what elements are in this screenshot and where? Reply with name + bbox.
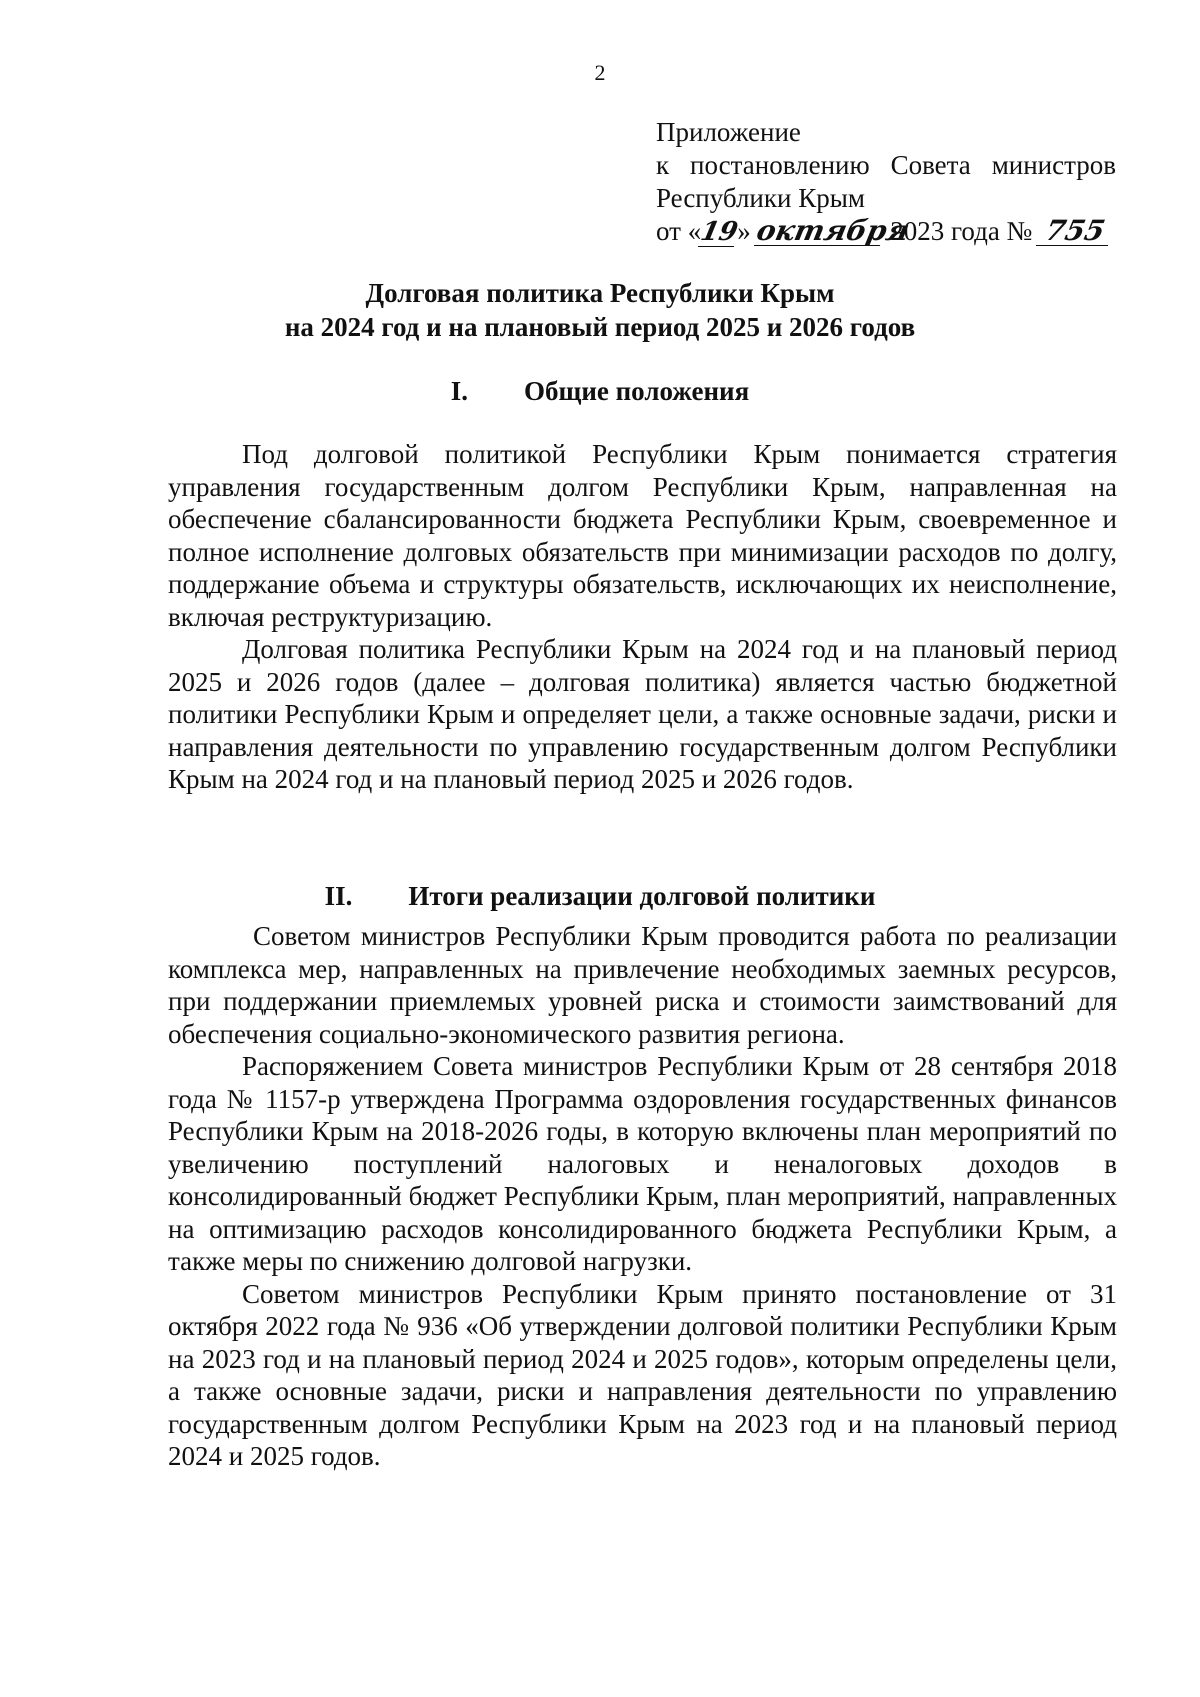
section-1-body [168, 438, 1117, 796]
page-number: 2 [594, 60, 606, 85]
appendix-date-line [656, 215, 1116, 248]
appendix-line-2: к постановлению Совета министров [656, 150, 1116, 180]
section-2-title: Итоги реализации долговой политики [408, 881, 876, 911]
section-1-paragraph-1: Под долговой политикой Республики Крым понимается стратегия управления государственным долгом Республики Крым, направленная на обеспечение сбалансированности бюджета Республики Крым, своевременное и полное исполнение долговых обязательств при минимизации расходов по долгу, поддержание объема и структуры обязательств, исключающих их неисполнение, включая реструктуризацию. [168, 439, 1117, 632]
appendix-line-1: Приложение [656, 117, 801, 147]
date-prefix: от « [656, 216, 702, 246]
section-1-paragraph-2: Долговая политика Республики Крым на 2024 год и на плановый период 2025 и 2026 годов (далее – долговая политика) является частью бюджетной политики Республики Крым и определяет цели, а также основные задачи, риски и направления деятельности по управлению государственным долгом Республики Крым на 2024 год и на плановый период 2025 и 2026 годов. [168, 634, 1117, 794]
appendix-line-3: Республики Крым [656, 183, 865, 213]
document-title [0, 276, 1200, 344]
section-1-title: Общие положения [524, 376, 750, 406]
date-month-handwritten: октября [754, 214, 913, 247]
appendix-header [656, 116, 1116, 248]
doc-number-handwritten: 755 [1036, 217, 1114, 246]
section-1-heading [0, 376, 1200, 407]
date-day-handwritten: 19 [698, 217, 741, 247]
section-2-body [168, 920, 1117, 1473]
section-2-paragraph-3: Советом министров Республики Крым принято постановление от 31 октября 2022 года № 936 «Об утверждении долговой политики Республики Крым на 2023 год и на плановый период 2024 и 2025 годов», которым определены цели, а также основные задачи, риски и направления деятельности по управлению государственным долгом Республики Крым на 2023 год и на плановый период 2024 и 2025 годов. [168, 1278, 1117, 1471]
title-line-2: на 2024 год и на плановый период 2025 и 2026 годов [284, 312, 916, 342]
section-1-number: I. [450, 376, 469, 406]
section-2-heading [0, 881, 1200, 912]
section-2-paragraph-1: Советом министров Республики Крым проводится работа по реализации комплекса мер, направленных на привлечение необходимых заемных ресурсов, при поддержании приемлемых уровней риска и стоимости заимствований для обеспечения социально-экономического развития региона. [168, 921, 1117, 1049]
section-2-number: II. [324, 881, 353, 911]
date-mid: » [737, 216, 758, 246]
section-2-paragraph-2: Распоряжением Совета министров Республики Крым от 28 сентября 2018 года № 1157-р утверждена Программа оздоровления государственных финансов Республики Крым на 2018-2026 годы, в которую включены план мероприятий по увеличению поступлений налоговых и неналоговых доходов в консолидированный бюджет Республики Крым, план мероприятий, направленных на оптимизацию расходов консолидированного бюджета Республики Крым, а также меры по снижению долговой нагрузки. [168, 1051, 1117, 1276]
title-line-1: Долговая политика Республики Крым [365, 278, 835, 308]
date-year-text: 2023 года № [883, 216, 1040, 246]
